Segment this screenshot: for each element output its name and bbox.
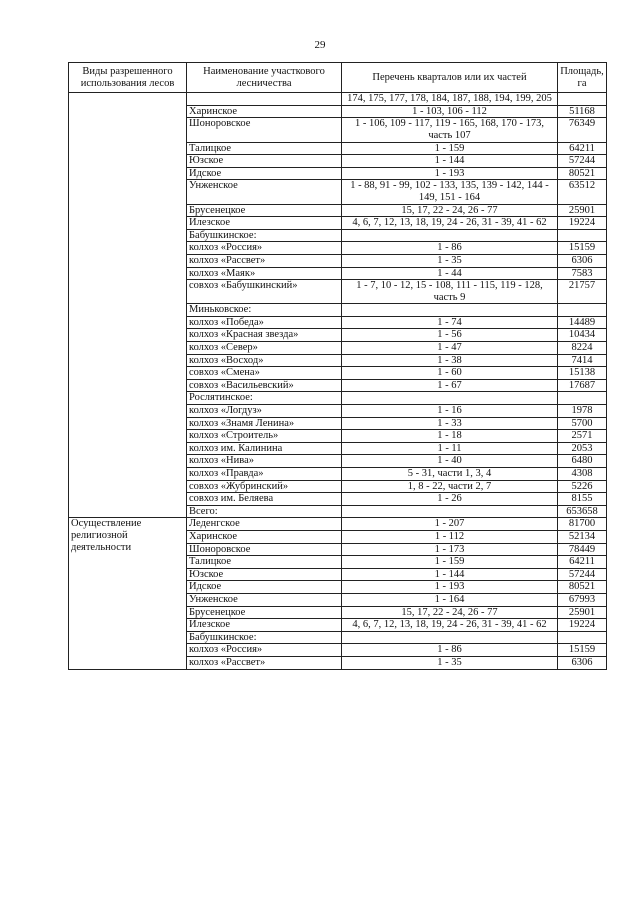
area-cell: 14489: [558, 316, 607, 329]
quarters-cell: 1 - 35: [342, 254, 558, 267]
area-cell: 57244: [558, 155, 607, 168]
quarters-cell: 1 - 103, 106 - 112: [342, 105, 558, 118]
quarters-cell: 1 - 33: [342, 417, 558, 430]
area-cell: 7583: [558, 267, 607, 280]
forestry-name-cell: Талицкое: [187, 556, 342, 569]
area-cell: 25901: [558, 204, 607, 217]
quarters-cell: 15, 17, 22 - 24, 26 - 77: [342, 606, 558, 619]
area-cell: 5226: [558, 480, 607, 493]
forestry-name-cell: Брусенецкое: [187, 204, 342, 217]
quarters-cell: 1 - 144: [342, 155, 558, 168]
forestry-name-cell: Шоноровское: [187, 543, 342, 556]
quarters-cell: 1 - 159: [342, 556, 558, 569]
header-area: Площадь, га: [558, 63, 607, 93]
forestry-name-cell: Юзское: [187, 568, 342, 581]
forestry-name-cell: Унженское: [187, 180, 342, 204]
forestry-name-cell: Бабушкинское:: [187, 229, 342, 242]
section-2: [69, 518, 607, 669]
quarters-cell: [342, 505, 558, 518]
quarters-cell: 1 - 193: [342, 581, 558, 594]
area-cell: 80521: [558, 167, 607, 180]
area-cell: 4308: [558, 468, 607, 481]
area-cell: 52134: [558, 530, 607, 543]
forestry-name-cell: колхоз «Нива»: [187, 455, 342, 468]
section-1-type: [69, 93, 187, 518]
forestry-name-cell: Унженское: [187, 593, 342, 606]
area-cell: 2571: [558, 430, 607, 443]
quarters-cell: 1 - 56: [342, 329, 558, 342]
table-row: [69, 518, 607, 531]
quarters-cell: 1 - 173: [342, 543, 558, 556]
area-cell: 64211: [558, 142, 607, 155]
area-cell: 15159: [558, 644, 607, 657]
quarters-cell: 1 - 7, 10 - 12, 15 - 108, 111 - 115, 119 - 128, часть 9: [342, 280, 558, 304]
forestry-name-cell: совхоз «Васильевский»: [187, 379, 342, 392]
table-header-row: [69, 63, 607, 93]
area-cell: 7414: [558, 354, 607, 367]
forestry-name-cell: Бабушкинское:: [187, 631, 342, 644]
table-row: [69, 93, 607, 106]
area-cell: 653658: [558, 505, 607, 518]
area-cell: 2053: [558, 442, 607, 455]
header-forestry: Наименование участкового лесничества: [187, 63, 342, 93]
area-cell: 25901: [558, 606, 607, 619]
forestry-name-cell: Брусенецкое: [187, 606, 342, 619]
area-cell: 17687: [558, 379, 607, 392]
quarters-cell: 5 - 31, части 1, 3, 4: [342, 468, 558, 481]
forestry-name-cell: совхоз «Смена»: [187, 367, 342, 380]
quarters-cell: 1 - 88, 91 - 99, 102 - 133, 135, 139 - 142, 144 - 149, 151 - 164: [342, 180, 558, 204]
forestry-name-cell: [187, 93, 342, 106]
quarters-cell: 1 - 38: [342, 354, 558, 367]
section-2-type: Осуществление религиозной деятельности: [69, 518, 187, 669]
area-cell: 15138: [558, 367, 607, 380]
forestry-name-cell: колхоз «Строитель»: [187, 430, 342, 443]
forestry-name-cell: колхоз «Логдуз»: [187, 405, 342, 418]
quarters-cell: [342, 304, 558, 317]
quarters-cell: 4, 6, 7, 12, 13, 18, 19, 24 - 26, 31 - 39, 41 - 62: [342, 619, 558, 632]
quarters-cell: 1 - 11: [342, 442, 558, 455]
forestry-name-cell: колхоз «Красная звезда»: [187, 329, 342, 342]
area-cell: [558, 229, 607, 242]
area-cell: 6480: [558, 455, 607, 468]
area-cell: [558, 304, 607, 317]
area-cell: [558, 392, 607, 405]
area-cell: 57244: [558, 568, 607, 581]
quarters-cell: 174, 175, 177, 178, 184, 187, 188, 194, 199, 205: [342, 93, 558, 106]
area-cell: 63512: [558, 180, 607, 204]
quarters-cell: [342, 631, 558, 644]
area-cell: 81700: [558, 518, 607, 531]
quarters-cell: 1 - 60: [342, 367, 558, 380]
quarters-cell: 4, 6, 7, 12, 13, 18, 19, 24 - 26, 31 - 39, 41 - 62: [342, 217, 558, 230]
forestry-name-cell: Илезское: [187, 217, 342, 230]
quarters-cell: 1 - 106, 109 - 117, 119 - 165, 168, 170 - 173, часть 107: [342, 118, 558, 142]
quarters-cell: 1 - 74: [342, 316, 558, 329]
quarters-cell: 1 - 44: [342, 267, 558, 280]
quarters-cell: 1 - 67: [342, 379, 558, 392]
forestry-name-cell: колхоз «Восход»: [187, 354, 342, 367]
area-cell: 21757: [558, 280, 607, 304]
area-cell: 8155: [558, 493, 607, 506]
forestry-name-cell: колхоз «Правда»: [187, 468, 342, 481]
area-cell: 5700: [558, 417, 607, 430]
forest-use-table: [68, 62, 607, 670]
area-cell: 80521: [558, 581, 607, 594]
quarters-cell: 1 - 26: [342, 493, 558, 506]
forestry-name-cell: Харинское: [187, 530, 342, 543]
quarters-cell: 1 - 207: [342, 518, 558, 531]
forestry-name-cell: совхоз им. Беляева: [187, 493, 342, 506]
area-cell: 8224: [558, 342, 607, 355]
quarters-cell: 1 - 40: [342, 455, 558, 468]
area-cell: 76349: [558, 118, 607, 142]
quarters-cell: 15, 17, 22 - 24, 26 - 77: [342, 204, 558, 217]
quarters-cell: 1 - 18: [342, 430, 558, 443]
quarters-cell: 1 - 144: [342, 568, 558, 581]
area-cell: 6306: [558, 254, 607, 267]
quarters-cell: 1 - 86: [342, 644, 558, 657]
forestry-name-cell: Харинское: [187, 105, 342, 118]
area-cell: 51168: [558, 105, 607, 118]
forestry-name-cell: Юзское: [187, 155, 342, 168]
quarters-cell: 1 - 193: [342, 167, 558, 180]
quarters-cell: 1 - 86: [342, 242, 558, 255]
quarters-cell: 1 - 47: [342, 342, 558, 355]
forestry-name-cell: Идское: [187, 581, 342, 594]
area-cell: [558, 93, 607, 106]
area-cell: 15159: [558, 242, 607, 255]
forestry-name-cell: колхоз «Север»: [187, 342, 342, 355]
header-quarters: Перечень кварталов или их частей: [342, 63, 558, 93]
quarters-cell: 1, 8 - 22, части 2, 7: [342, 480, 558, 493]
forestry-name-cell: Талицкое: [187, 142, 342, 155]
quarters-cell: 1 - 16: [342, 405, 558, 418]
forestry-name-cell: Миньковское:: [187, 304, 342, 317]
area-cell: 67993: [558, 593, 607, 606]
section-1: [69, 93, 607, 518]
forestry-name-cell: колхоз «Рассвет»: [187, 656, 342, 669]
area-cell: 10434: [558, 329, 607, 342]
forestry-name-cell: колхоз «Рассвет»: [187, 254, 342, 267]
quarters-cell: [342, 229, 558, 242]
forestry-name-cell: Леденгское: [187, 518, 342, 531]
area-cell: 1978: [558, 405, 607, 418]
header-type: Виды разрешенного использования лесов: [69, 63, 187, 93]
quarters-cell: [342, 392, 558, 405]
quarters-cell: 1 - 159: [342, 142, 558, 155]
page-number: 29: [314, 39, 326, 51]
area-cell: 64211: [558, 556, 607, 569]
quarters-cell: 1 - 112: [342, 530, 558, 543]
forestry-name-cell: колхоз «Россия»: [187, 644, 342, 657]
forestry-name-cell: совхоз «Жубринский»: [187, 480, 342, 493]
forestry-name-cell: совхоз «Бабушкинский»: [187, 280, 342, 304]
area-cell: 19224: [558, 619, 607, 632]
quarters-cell: 1 - 164: [342, 593, 558, 606]
forestry-name-cell: колхоз «Знамя Ленина»: [187, 417, 342, 430]
forestry-name-cell: колхоз «Россия»: [187, 242, 342, 255]
forestry-name-cell: Шоноровское: [187, 118, 342, 142]
area-cell: [558, 631, 607, 644]
forestry-name-cell: колхоз им. Калинина: [187, 442, 342, 455]
forestry-name-cell: Рослятинское:: [187, 392, 342, 405]
forestry-name-cell: Идское: [187, 167, 342, 180]
area-cell: 6306: [558, 656, 607, 669]
forestry-name-cell: колхоз «Победа»: [187, 316, 342, 329]
quarters-cell: 1 - 35: [342, 656, 558, 669]
area-cell: 19224: [558, 217, 607, 230]
forestry-name-cell: Всего:: [187, 505, 342, 518]
forestry-name-cell: колхоз «Маяк»: [187, 267, 342, 280]
area-cell: 78449: [558, 543, 607, 556]
forestry-name-cell: Илезское: [187, 619, 342, 632]
